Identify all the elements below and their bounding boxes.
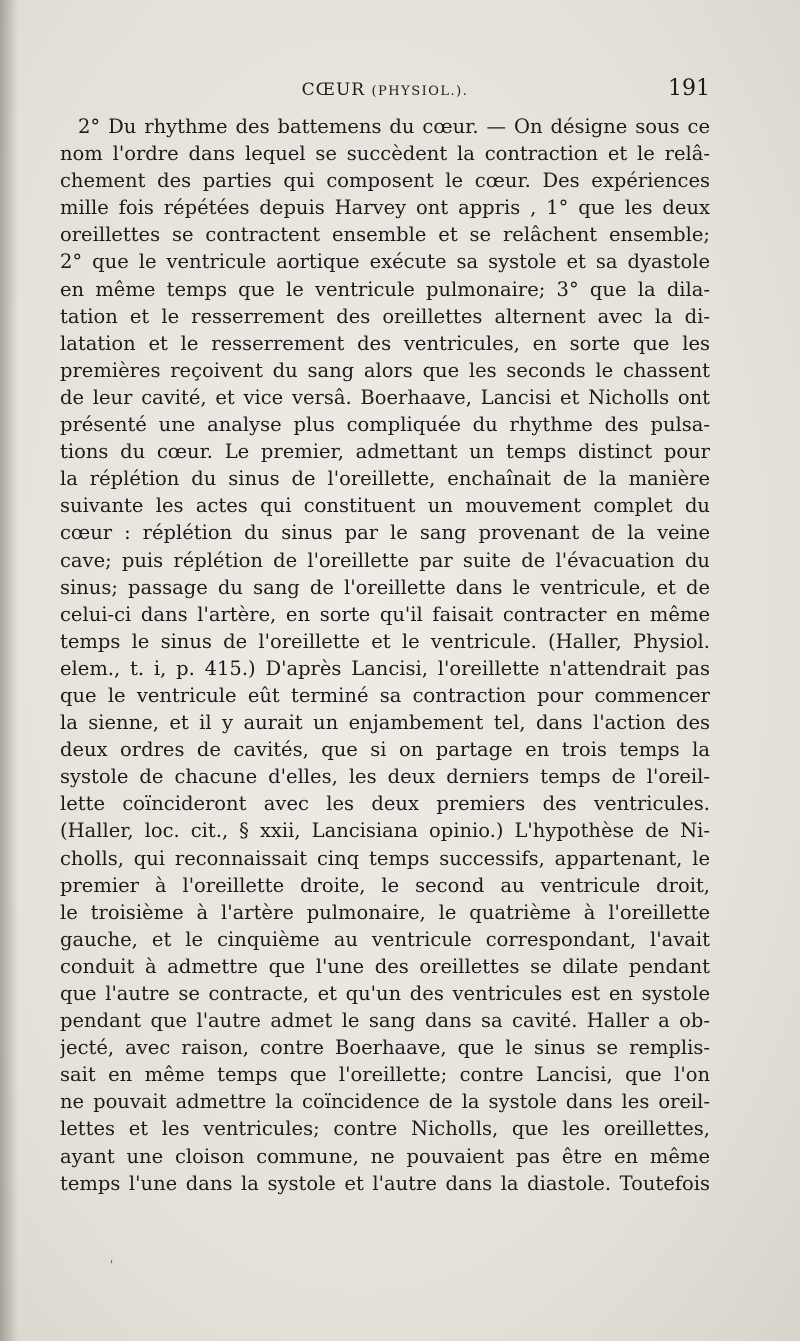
running-head-sub: (PHYSIOL.).: [371, 84, 469, 99]
text-line: la réplétion du sinus de l'oreillette, enchaînait de la manière: [60, 467, 710, 491]
text-line: jecté, avec raison, contre Boerhaave, que le sinus se remplis-: [60, 1036, 710, 1060]
text-line: lette coïncideront avec les deux premiers des ventricules.: [60, 792, 710, 816]
text-line: 2° Du rhythme des battemens du cœur. — On désigne sous ce: [78, 115, 710, 138]
running-head-main: CŒUR: [301, 80, 366, 100]
text-line: sait en même temps que l'oreillette; contre Lancisi, que l'on: [60, 1063, 710, 1087]
text-line: pendant que l'autre admet le sang dans sa cavité. Haller a ob-: [60, 1009, 710, 1033]
text-line: en même temps que le ventricule pulmonaire; 3° que la dila-: [60, 277, 710, 301]
text-line: conduit à admettre que l'une des oreillettes se dilate pendant: [60, 954, 710, 978]
page-number: 191: [668, 76, 710, 101]
text-line: présenté une analyse plus compliquée du rhythme des pulsa-: [60, 413, 710, 437]
text-line: ne pouvait admettre la coïncidence de la systole dans les oreil-: [60, 1090, 710, 1114]
text-line: (Haller, loc. cit., § xxii, Lancisiana opinio.) L'hypothèse de Ni-: [60, 819, 710, 843]
text-line: temps le sinus de l'oreillette et le ventricule. (Haller, Physiol.: [60, 629, 710, 653]
page-foot-mark: ': [110, 1258, 114, 1272]
text-line: elem., t. i, p. 415.) D'après Lancisi, l'oreillette n'attendrait pas: [60, 656, 710, 680]
text-line: celui-ci dans l'artère, en sorte qu'il faisait contracter en même: [60, 602, 710, 626]
text-line: latation et le resserrement des ventricules, en sorte que les: [60, 331, 710, 355]
text-line: 2° que le ventricule aortique exécute sa systole et sa dyastole: [60, 250, 710, 274]
text-line: tions du cœur. Le premier, admettant un temps distinct pour: [60, 440, 710, 464]
text-line: lettes et les ventricules; contre Nicholls, que les oreillettes,: [60, 1117, 710, 1141]
text-line: cœur : réplétion du sinus par le sang provenant de la veine: [60, 521, 710, 545]
text-line: tation et le resserrement des oreillettes alternent avec la di-: [60, 304, 710, 328]
text-line: cave; puis réplétion de l'oreillette par suite de l'évacuation du: [60, 548, 710, 572]
text-line: oreillettes se contractent ensemble et se relâchent ensemble;: [60, 223, 710, 247]
body-text: [60, 113, 710, 1197]
text-line: nom l'ordre dans lequel se succèdent la contraction et le relâ-: [60, 142, 710, 166]
text-line: chement des parties qui composent le cœur. Des expériences: [60, 169, 710, 193]
text-line: systole de chacune d'elles, les deux derniers temps de l'oreil-: [60, 765, 710, 789]
text-line: mille fois répétées depuis Harvey ont appris , 1° que les deux: [60, 196, 710, 220]
text-line: deux ordres de cavités, que si on partage en trois temps la: [60, 738, 710, 762]
text-line: cholls, qui reconnaissait cinq temps successifs, appartenant, le: [60, 846, 710, 870]
text-line: de leur cavité, et vice versâ. Boerhaave, Lancisi et Nicholls ont: [60, 385, 710, 409]
text-line: gauche, et le cinquième au ventricule correspondant, l'avait: [60, 927, 710, 951]
text-line: sinus; passage du sang de l'oreillette dans le ventricule, et de: [60, 575, 710, 599]
page-header: [60, 76, 710, 106]
page-gutter-shadow: [0, 0, 18, 1341]
text-line: suivante les actes qui constituent un mouvement complet du: [60, 494, 710, 518]
text-line: le troisième à l'artère pulmonaire, le quatrième à l'oreillette: [60, 900, 710, 924]
text-line: que le ventricule eût terminé sa contraction pour commencer: [60, 683, 710, 707]
text-line: temps l'une dans la systole et l'autre dans la diastole. Toutefois: [60, 1171, 710, 1195]
text-line: premières reçoivent du sang alors que les seconds le chassent: [60, 358, 710, 382]
text-line: premier à l'oreillette droite, le second au ventricule droit,: [60, 873, 710, 897]
text-line: ayant une cloison commune, ne pouvaient pas être en même: [60, 1144, 710, 1168]
text-line: que l'autre se contracte, et qu'un des ventricules est en systole: [60, 982, 710, 1005]
text-line: la sienne, et il y aurait un enjambement tel, dans l'action des: [60, 711, 710, 735]
running-head: [60, 80, 710, 100]
